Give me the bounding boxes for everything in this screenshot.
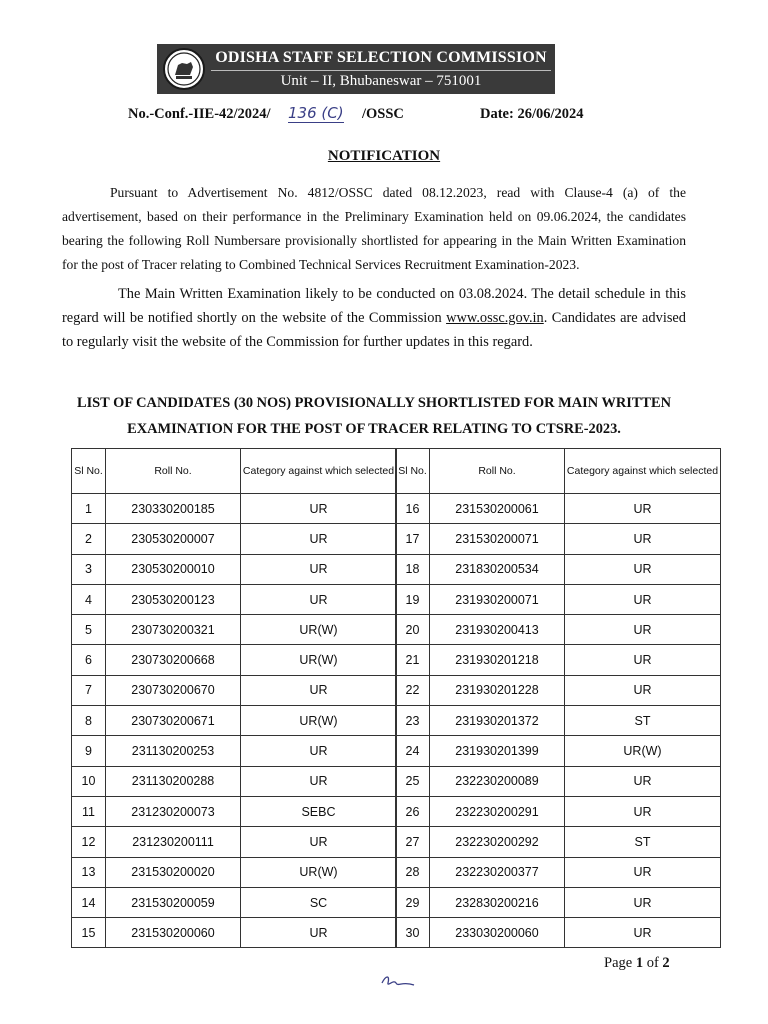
cell-sl-no: 24 bbox=[396, 736, 430, 766]
table-row bbox=[72, 736, 397, 766]
table-header-row bbox=[396, 449, 721, 494]
cell-roll-no: 230330200185 bbox=[106, 494, 241, 524]
cell-sl-no: 2 bbox=[72, 524, 106, 554]
cell-category: UR(W) bbox=[241, 706, 397, 736]
table-row bbox=[396, 645, 721, 675]
page-current: 1 bbox=[635, 955, 644, 971]
table-row bbox=[396, 615, 721, 645]
cell-sl-no: 19 bbox=[396, 584, 430, 614]
commission-website-link[interactable]: www.ossc.gov.in bbox=[446, 310, 544, 326]
cell-category: SEBC bbox=[241, 796, 397, 826]
header-category: Category against which selected bbox=[565, 449, 721, 494]
cell-category: UR bbox=[565, 524, 721, 554]
cell-sl-no: 16 bbox=[396, 494, 430, 524]
candidates-table-left bbox=[71, 448, 397, 948]
cell-roll-no: 231930201372 bbox=[430, 706, 565, 736]
header-roll-no: Roll No. bbox=[106, 449, 241, 494]
cell-category: UR bbox=[565, 796, 721, 826]
cell-sl-no: 21 bbox=[396, 645, 430, 675]
header-sl-no: Sl No. bbox=[396, 449, 430, 494]
cell-sl-no: 7 bbox=[72, 675, 106, 705]
table-row bbox=[396, 675, 721, 705]
org-name: ODISHA STAFF SELECTION COMMISSION bbox=[215, 49, 547, 66]
cell-sl-no: 29 bbox=[396, 887, 430, 917]
cell-roll-no: 231530200060 bbox=[106, 918, 241, 948]
initials-signature-icon bbox=[378, 973, 418, 991]
table-row bbox=[396, 584, 721, 614]
table-header-row bbox=[72, 449, 397, 494]
cell-sl-no: 26 bbox=[396, 796, 430, 826]
cell-category: ST bbox=[565, 827, 721, 857]
cell-category: UR(W) bbox=[565, 736, 721, 766]
list-title: LIST OF CANDIDATES (30 NOS) PROVISIONALLY SHORTLISTED FOR MAIN WRITTEN EXAMINATION FOR THE POST OF TRACER RELATING TO CTSRE-2023. bbox=[76, 395, 672, 437]
cell-category: UR bbox=[241, 554, 397, 584]
cell-roll-no: 231130200288 bbox=[106, 766, 241, 796]
cell-category: UR bbox=[565, 887, 721, 917]
table-row bbox=[396, 766, 721, 796]
page-of: of bbox=[643, 955, 663, 971]
cell-roll-no: 231230200073 bbox=[106, 796, 241, 826]
cell-category: UR bbox=[565, 766, 721, 796]
cell-roll-no: 232830200216 bbox=[430, 887, 565, 917]
cell-roll-no: 231930200071 bbox=[430, 584, 565, 614]
cell-roll-no: 230730200670 bbox=[106, 675, 241, 705]
cell-sl-no: 25 bbox=[396, 766, 430, 796]
cell-category: UR bbox=[565, 645, 721, 675]
paragraph-2-text-a: The Main Written Examination likely to be conducted on 03.08.2024. The detail schedule in this regard will be notified shortly on the website of the Commission bbox=[62, 286, 686, 326]
cell-roll-no: 230530200010 bbox=[106, 554, 241, 584]
cell-category: UR bbox=[565, 675, 721, 705]
header-category: Category against which selected bbox=[241, 449, 397, 494]
cell-sl-no: 4 bbox=[72, 584, 106, 614]
reference-number-suffix: /OSSC bbox=[362, 106, 404, 122]
cell-category: UR(W) bbox=[241, 645, 397, 675]
table-row bbox=[396, 796, 721, 826]
table-row bbox=[396, 918, 721, 948]
cell-sl-no: 12 bbox=[72, 827, 106, 857]
cell-sl-no: 13 bbox=[72, 857, 106, 887]
cell-roll-no: 233030200060 bbox=[430, 918, 565, 948]
cell-category: UR bbox=[241, 827, 397, 857]
cell-sl-no: 27 bbox=[396, 827, 430, 857]
table-row bbox=[72, 675, 397, 705]
table-row bbox=[72, 524, 397, 554]
cell-sl-no: 18 bbox=[396, 554, 430, 584]
cell-roll-no: 231930201399 bbox=[430, 736, 565, 766]
org-address: Unit – II, Bhubaneswar – 751001 bbox=[211, 70, 551, 90]
cell-roll-no: 232230200377 bbox=[430, 857, 565, 887]
table-row bbox=[396, 736, 721, 766]
cell-sl-no: 6 bbox=[72, 645, 106, 675]
cell-roll-no: 232230200089 bbox=[430, 766, 565, 796]
cell-roll-no: 231530200059 bbox=[106, 887, 241, 917]
table-row bbox=[396, 857, 721, 887]
header-sl-no: Sl No. bbox=[72, 449, 106, 494]
header-banner bbox=[157, 44, 555, 94]
table-row bbox=[72, 796, 397, 826]
cell-sl-no: 22 bbox=[396, 675, 430, 705]
header-roll-no: Roll No. bbox=[430, 449, 565, 494]
table-row bbox=[396, 524, 721, 554]
cell-sl-no: 17 bbox=[396, 524, 430, 554]
cell-sl-no: 14 bbox=[72, 887, 106, 917]
paragraph-2 bbox=[62, 282, 686, 354]
cell-sl-no: 30 bbox=[396, 918, 430, 948]
reference-number-prefix: No.-Conf.-IIE-42/2024/ bbox=[128, 106, 271, 122]
cell-sl-no: 10 bbox=[72, 766, 106, 796]
table-row bbox=[72, 766, 397, 796]
table-row bbox=[396, 554, 721, 584]
cell-sl-no: 8 bbox=[72, 706, 106, 736]
cell-category: UR bbox=[565, 584, 721, 614]
notification-date: Date: 26/06/2024 bbox=[480, 106, 584, 122]
cell-roll-no: 230730200668 bbox=[106, 645, 241, 675]
cell-sl-no: 1 bbox=[72, 494, 106, 524]
cell-roll-no: 231930201228 bbox=[430, 675, 565, 705]
cell-sl-no: 15 bbox=[72, 918, 106, 948]
cell-category: UR bbox=[241, 675, 397, 705]
cell-sl-no: 20 bbox=[396, 615, 430, 645]
cell-category: UR bbox=[241, 766, 397, 796]
cell-roll-no: 230730200321 bbox=[106, 615, 241, 645]
cell-category: ST bbox=[565, 706, 721, 736]
table-row bbox=[72, 615, 397, 645]
table-row bbox=[72, 887, 397, 917]
page-prefix: Page bbox=[604, 955, 636, 971]
cell-roll-no: 230530200007 bbox=[106, 524, 241, 554]
cell-category: UR bbox=[241, 584, 397, 614]
table-row bbox=[72, 918, 397, 948]
cell-category: UR bbox=[241, 524, 397, 554]
cell-category: UR bbox=[241, 494, 397, 524]
cell-category: UR(W) bbox=[241, 857, 397, 887]
table-row bbox=[396, 887, 721, 917]
cell-sl-no: 3 bbox=[72, 554, 106, 584]
cell-roll-no: 231930201218 bbox=[430, 645, 565, 675]
cell-roll-no: 232230200291 bbox=[430, 796, 565, 826]
cell-roll-no: 231930200413 bbox=[430, 615, 565, 645]
table-row bbox=[396, 827, 721, 857]
cell-roll-no: 230530200123 bbox=[106, 584, 241, 614]
cell-category: SC bbox=[241, 887, 397, 917]
cell-roll-no: 231230200111 bbox=[106, 827, 241, 857]
cell-roll-no: 231530200071 bbox=[430, 524, 565, 554]
cell-roll-no: 231830200534 bbox=[430, 554, 565, 584]
cell-category: UR bbox=[565, 918, 721, 948]
cell-category: UR bbox=[241, 918, 397, 948]
cell-category: UR bbox=[565, 857, 721, 887]
odisha-emblem-icon bbox=[163, 48, 205, 90]
page-number bbox=[604, 955, 670, 972]
table-row bbox=[72, 554, 397, 584]
table-row bbox=[72, 706, 397, 736]
cell-roll-no: 232230200292 bbox=[430, 827, 565, 857]
cell-roll-no: 231130200253 bbox=[106, 736, 241, 766]
cell-sl-no: 28 bbox=[396, 857, 430, 887]
table-row bbox=[72, 494, 397, 524]
cell-category: UR bbox=[241, 736, 397, 766]
cell-sl-no: 23 bbox=[396, 706, 430, 736]
page-total: 2 bbox=[662, 955, 670, 971]
cell-category: UR(W) bbox=[241, 615, 397, 645]
paragraph-2-text-b: . Candidates are advised to regularly visit the website of the Commission for further updates in this regard. bbox=[62, 310, 687, 350]
cell-category: UR bbox=[565, 494, 721, 524]
table-row bbox=[72, 827, 397, 857]
cell-sl-no: 5 bbox=[72, 615, 106, 645]
cell-roll-no: 231530200020 bbox=[106, 857, 241, 887]
candidates-table-right bbox=[395, 448, 721, 948]
cell-category: UR bbox=[565, 615, 721, 645]
cell-sl-no: 11 bbox=[72, 796, 106, 826]
cell-sl-no: 9 bbox=[72, 736, 106, 766]
table-row bbox=[72, 584, 397, 614]
table-row bbox=[72, 857, 397, 887]
handwritten-reference: 136 (C) bbox=[288, 104, 344, 122]
paragraph-1: Pursuant to Advertisement No. 4812/OSSC dated 08.12.2023, read with Clause-4 (a) of the advertisement, based on their performance in the Preliminary Examination held on 09.06.2024, the candidates bearing the following Roll Numbersare provisionally shortlisted for appearing in the Main Written Examination for the post of Tracer relating to Combined Technical Services Recruitment Examination-2023. bbox=[62, 185, 686, 272]
cell-roll-no: 230730200671 bbox=[106, 706, 241, 736]
notification-title: NOTIFICATION bbox=[327, 148, 441, 164]
cell-roll-no: 231530200061 bbox=[430, 494, 565, 524]
table-row bbox=[396, 706, 721, 736]
cell-category: UR bbox=[565, 554, 721, 584]
table-row bbox=[72, 645, 397, 675]
table-row bbox=[396, 494, 721, 524]
